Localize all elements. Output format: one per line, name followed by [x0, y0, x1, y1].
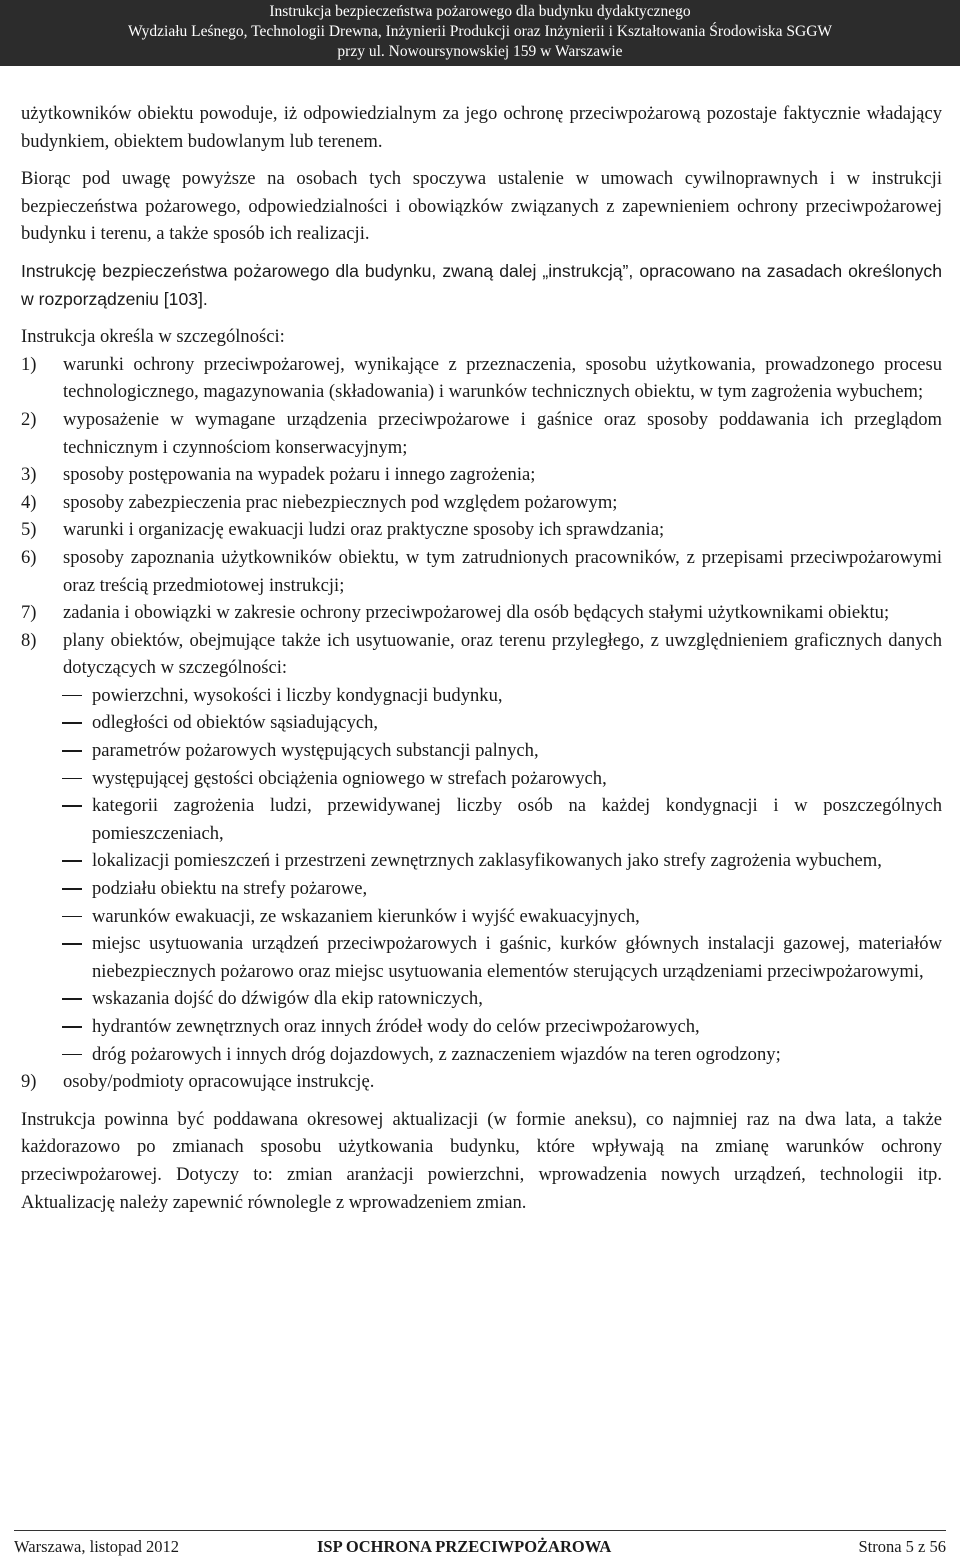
dash-bullet: [62, 722, 82, 724]
list-item-number: 9): [21, 1071, 37, 1093]
sub-list-item: [63, 875, 942, 903]
sub-list-item: [63, 903, 942, 931]
list-intro-text: Instrukcja określa w szczególności:: [21, 326, 285, 348]
sub-list-item: [63, 792, 942, 847]
instruction-scope-list: [21, 351, 942, 1096]
sub-list-item-text: parametrów pożarowych występujących substancji palnych,: [92, 740, 539, 762]
sub-list-item-text: miejsc usytuowania urządzeń przeciwpożarowych i gaśnic, kurków głównych instalacji gazowej, materiałów niebezpiecznych pożarowo oraz miejsc usytuowania elementów sterujących urządzeniami przeciwpożarowymi,: [92, 933, 942, 982]
list-item-text: osoby/podmioty opracowujące instrukcję.: [63, 1071, 375, 1093]
footer-page-number: Strona 5 z 56: [858, 1537, 946, 1556]
paragraph-instruction-basis: Instrukcję bezpieczeństwa pożarowego dla budynku, zwaną dalej „instrukcją”, opracowano na zasadach określonych w rozporządzeniu [103].: [21, 260, 942, 309]
sub-list-item-text: kategorii zagrożenia ludzi, przewidywanej liczby osób na każdej kondygnacji i w poszczególnych pomieszczeniach,: [92, 795, 942, 844]
footer-date: Warszawa, listopad 2012: [14, 1537, 179, 1556]
sub-list-item-text: hydrantów zewnętrznych oraz innych źródeł wody do celów przeciwpożarowych,: [92, 1016, 700, 1037]
document-body: [21, 100, 942, 1216]
dash-bullet: [62, 778, 82, 780]
sub-list-item: [63, 709, 942, 737]
dash-bullet: [62, 916, 82, 918]
header-title: Instrukcja bezpieczeństwa pożarowego dla budynku dydaktycznego: [269, 3, 691, 20]
sub-list-item-text: występującej gęstości obciążenia ogniowego w strefach pożarowych,: [92, 767, 607, 789]
list-item-text: zadania i obowiązki w zakresie ochrony przeciwpożarowej dla osób będących stałymi użytkownikami obiektu;: [63, 602, 890, 624]
sub-list-item-text: dróg pożarowych i innych dróg dojazdowych, z zaznaczeniem wjazdów na teren ogrodzony;: [92, 1043, 781, 1065]
page-footer: [14, 1530, 946, 1560]
list-item-text: sposoby zapoznania użytkowników obiektu, w tym zatrudnionych pracowników, z przepisami przeciwpożarowymi oraz treścią przedmiotowej instrukcji;: [63, 546, 942, 596]
list-item: [21, 544, 942, 599]
sub-list-item: [63, 1013, 942, 1041]
sub-list-item: [63, 1041, 942, 1069]
plan-details-list: [63, 682, 942, 1068]
dash-bullet: [62, 943, 82, 945]
sub-list-item: [63, 765, 942, 793]
list-item-number: 6): [21, 546, 37, 568]
list-item-text: wyposażenie w wymagane urządzenia przeciwpożarowe i gaśnice oraz sposoby poddawania ich przeglądom technicznym i czynnościom konserwacyjnym;: [63, 408, 942, 458]
page-header: [0, 0, 960, 66]
list-item: [21, 406, 942, 461]
sub-list-item: [63, 985, 942, 1013]
list-item: [21, 599, 942, 627]
sub-list-item-text: odległości od obiektów sąsiadujących,: [92, 712, 379, 734]
dash-bullet: [62, 1026, 82, 1028]
sub-list-item-text: powierzchni, wysokości i liczby kondygnacji budynku,: [92, 684, 503, 706]
paragraph-update-requirements: Instrukcja powinna być poddawana okresowej aktualizacji (w formie aneksu), co najmniej raz na dwa lata, a także każdorazowo po zmianach sposobu użytkowania budynku, które wpływają na zmianę warunków ochrony przeciwpożarowej. Dotyczy to: zmian aranżacji powierzchni, wprowadzenia nowych urządzeń, technologii itp. Aktualizację należy zapewnić równolegle z wprowadzeniem zmian.: [21, 1108, 942, 1213]
list-item: [21, 489, 942, 517]
list-item-number: 4): [21, 491, 37, 513]
list-item-text: plany obiektów, obejmujące także ich usytuowanie, oraz terenu przyległego, z uwzględnieniem graficznych danych dotyczących w szczególności:: [63, 629, 942, 679]
list-item-number: 1): [21, 353, 37, 375]
dash-bullet: [62, 695, 82, 697]
header-address: przy ul. Nowoursynowskiej 159 w Warszawie: [337, 43, 623, 60]
list-item-number: 8): [21, 629, 37, 651]
paragraph-responsibility: Biorąc pod uwagę powyższe na osobach tych spoczywa ustalenie w umowach cywilnoprawnych i w instrukcji bezpieczeństwa pożarowego, odpowiedzialności i obowiązków związanych z zapewnieniem ochrony przeciwpożarowej budynku i terenu, a także sposób ich realizacji.: [21, 168, 942, 245]
dash-bullet: [62, 805, 82, 807]
list-item: [21, 351, 942, 406]
list-item-text: warunki ochrony przeciwpożarowej, wynikające z przeznaczenia, sposobu użytkowania, prowadzonego procesu technologicznego, magazynowania (składowania) i warunków technicznych obiektu, w tym zagrożenia wybuchem;: [63, 353, 942, 403]
list-item-number: 5): [21, 519, 37, 541]
sub-list-item-text: podziału obiektu na strefy pożarowe,: [92, 878, 368, 900]
list-item: [21, 1068, 942, 1096]
sub-list-item-text: lokalizacji pomieszczeń i przestrzeni zewnętrznych zaklasyfikowanych jako strefy zagrożenia wybuchem,: [92, 850, 882, 872]
list-item: [21, 461, 942, 489]
sub-list-item: [63, 930, 942, 985]
dash-bullet: [62, 860, 82, 862]
paragraph-continuation: użytkowników obiektu powoduje, iż odpowiedzialnym za jego ochronę przeciwpożarową pozostaje faktycznie władający budynkiem, obiektem budowlanym lub terenem.: [21, 103, 942, 152]
dash-bullet: [62, 888, 82, 890]
footer-section-title: ISP OCHRONA PRZECIWPOŻAROWA: [317, 1537, 612, 1556]
list-item-number: 3): [21, 464, 37, 486]
header-faculty: Wydziału Leśnego, Technologii Drewna, Inżynierii Produkcji oraz Inżynierii i Kształtowania Środowiska SGGW: [127, 23, 833, 40]
list-intro: [21, 323, 942, 351]
list-item: [21, 627, 942, 1069]
list-item-number: 7): [21, 602, 37, 624]
footer-rule: [14, 1530, 946, 1531]
dash-bullet: [62, 998, 82, 1000]
sub-list-item: [63, 847, 942, 875]
sub-list-item-text: warunków ewakuacji, ze wskazaniem kierunków i wyjść ewakuacyjnych,: [92, 905, 640, 927]
list-item-number: 2): [21, 408, 37, 430]
sub-list-item-text: wskazania dojść do dźwigów dla ekip ratowniczych,: [92, 988, 483, 1010]
dash-bullet: [62, 1054, 82, 1056]
list-item-text: sposoby zabezpieczenia prac niebezpiecznych pod względem pożarowym;: [63, 491, 618, 513]
list-item-text: sposoby postępowania na wypadek pożaru i innego zagrożenia;: [63, 464, 536, 486]
sub-list-item: [63, 682, 942, 710]
dash-bullet: [62, 750, 82, 752]
list-item-text: warunki i organizację ewakuacji ludzi oraz praktyczne sposoby ich sprawdzania;: [63, 519, 665, 541]
sub-list-item: [63, 737, 942, 765]
list-item: [21, 516, 942, 544]
